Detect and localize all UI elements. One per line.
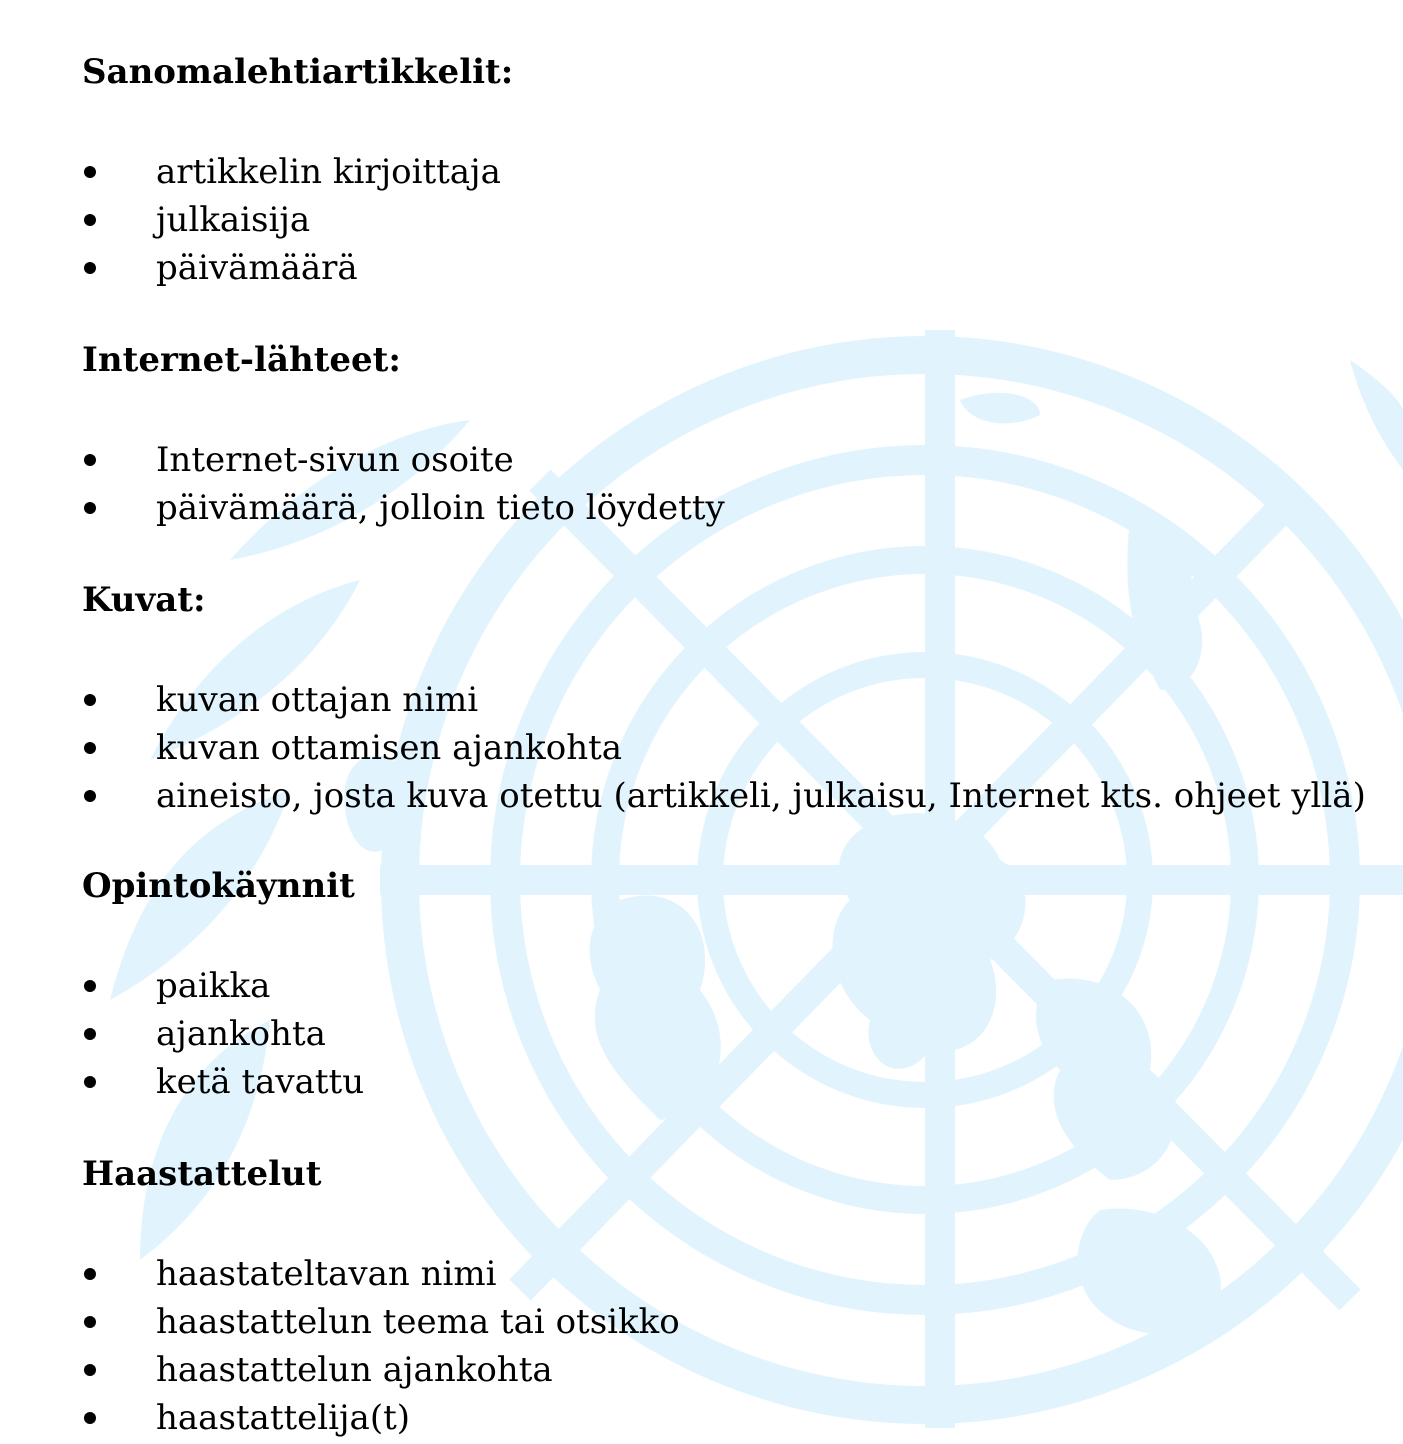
bullet-icon (84, 1412, 96, 1424)
section-heading: Opintokäynnit (82, 866, 355, 906)
list-item (0, 486, 1403, 534)
bullet-icon (84, 1076, 96, 1088)
bullet-icon (84, 980, 96, 992)
bullet-icon (84, 502, 96, 514)
list-item-text: artikkelin kirjoittaja (156, 152, 501, 192)
list-item-text: paikka (156, 966, 271, 1006)
list-item (0, 150, 1403, 198)
list-item-text: päivämäärä (156, 248, 358, 288)
list-item-text: Internet-sivun osoite (156, 440, 514, 480)
section-heading: Internet-lähteet: (82, 340, 401, 380)
bullet-icon (84, 694, 96, 706)
list-item-text: haastateltavan nimi (156, 1254, 497, 1294)
list-item-text: haastattelun ajankohta (156, 1350, 553, 1390)
list-item (0, 438, 1403, 486)
list-item (0, 774, 1403, 822)
list-item (0, 1012, 1403, 1060)
bullet-icon (84, 1316, 96, 1328)
list-item (0, 198, 1403, 246)
bullet-icon (84, 262, 96, 274)
section-heading: Sanomalehtiartikkelit: (82, 52, 514, 92)
list-item (0, 726, 1403, 774)
list-item (0, 246, 1403, 294)
list-item-text: aineisto, josta kuva otettu (artikkeli, julkaisu, Internet kts. ohjeet yllä) (156, 776, 1366, 816)
bullet-icon (84, 742, 96, 754)
section-heading: Kuvat: (82, 580, 206, 620)
section-heading: Haastattelut (82, 1154, 322, 1194)
bullet-icon (84, 214, 96, 226)
list-item (0, 1060, 1403, 1108)
list-item (0, 1348, 1403, 1396)
list-item (0, 1396, 1403, 1444)
list-item-text: kuvan ottajan nimi (156, 680, 479, 720)
list-item (0, 964, 1403, 1012)
list-item-text: julkaisija (156, 200, 311, 240)
list-item-text: kuvan ottamisen ajankohta (156, 728, 623, 768)
bullet-icon (84, 1268, 96, 1280)
list-item-text: haastattelija(t) (156, 1398, 411, 1438)
bullet-icon (84, 1028, 96, 1040)
list-item (0, 1300, 1403, 1348)
list-item-text: ajankohta (156, 1014, 326, 1054)
bullet-icon (84, 790, 96, 802)
list-item-text: haastattelun teema tai otsikko (156, 1302, 680, 1342)
list-item (0, 678, 1403, 726)
bullet-icon (84, 454, 96, 466)
list-item (0, 1252, 1403, 1300)
list-item-text: päivämäärä, jolloin tieto löydetty (156, 488, 725, 528)
bullet-icon (84, 1364, 96, 1376)
list-item-text: ketä tavattu (156, 1062, 365, 1102)
bullet-icon (84, 166, 96, 178)
